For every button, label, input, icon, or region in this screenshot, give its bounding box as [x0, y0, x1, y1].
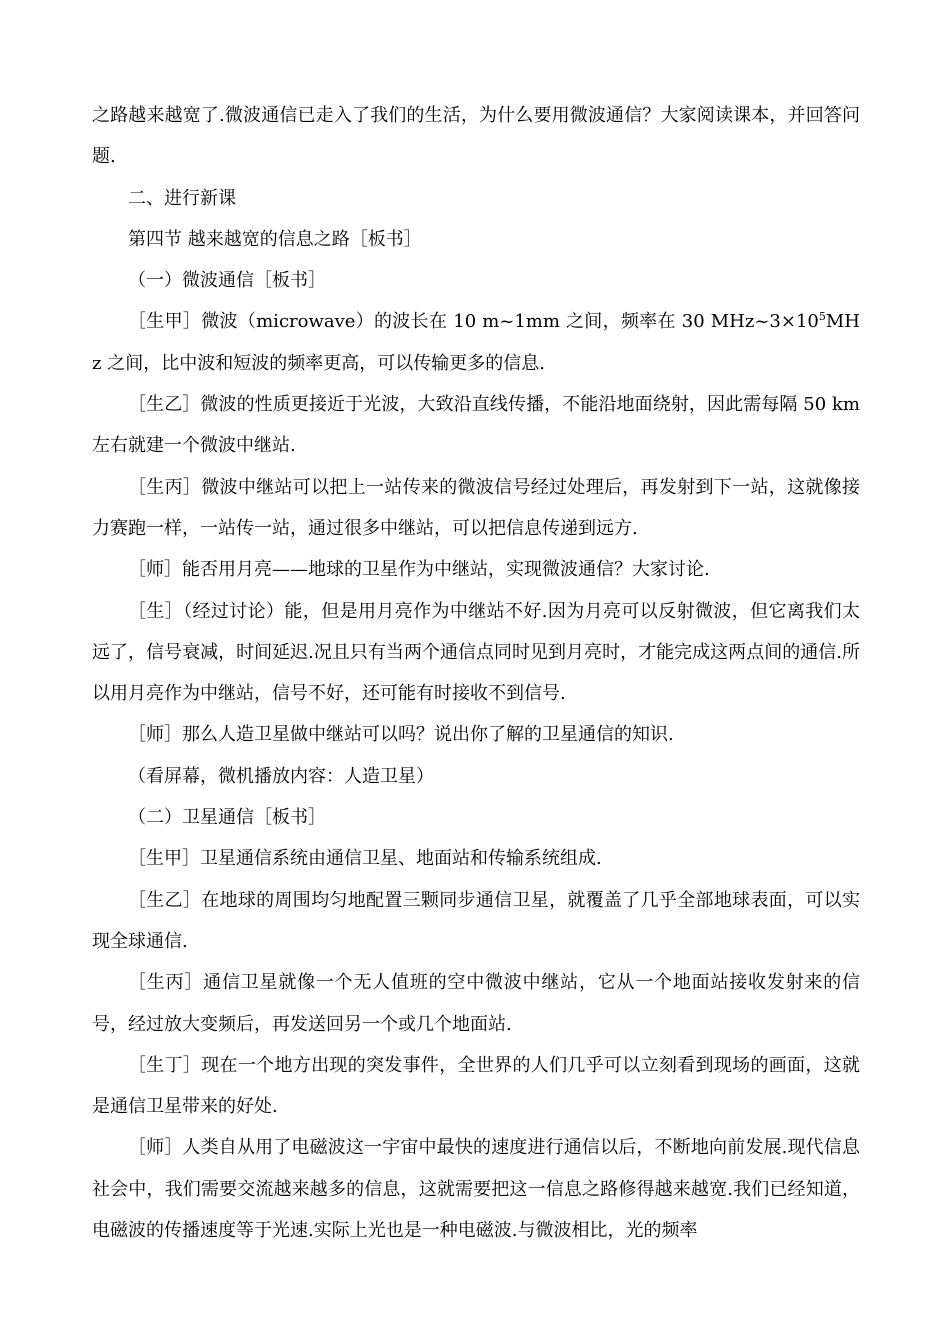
paragraph-teacher-satellite: ［师］那么人造卫星做中继站可以吗？说出你了解的卫星通信的知识.: [128, 724, 674, 746]
paragraph-student-d-satellite: ［生丁］现在一个地方出现的突发事件，全世界的人们几乎可以立刻看到现场的画面，这就是通信卫星带来的好处.: [92, 1054, 860, 1118]
subheading-satellite: （二）卫星通信［板书］: [128, 807, 326, 829]
subheading-microwave: （一）微波通信［板书］: [128, 270, 326, 292]
body-text: [92, 95, 860, 1251]
paragraph-student-c-relay: ［生丙］微波中继站可以把上一站传来的微波信号经过处理后，再发射到下一站，这就像接力赛跑一样，一站传一站，通过很多中继站，可以把信息传递到远方.: [92, 476, 860, 539]
paragraph-student-c-satellite: ［生丙］通信卫星就像一个无人值班的空中微波中继站，它从一个地面站接收发射来的信号，经过放大变频后，再发送回另一个或几个地面站.: [92, 972, 860, 1035]
paragraph-teacher-moon: ［师］能否用月亮——地球的卫星作为中继站，实现微波通信？大家讨论.: [128, 559, 710, 581]
paragraph-student-b-satellite: ［生乙］在地球的周围均匀地配置三颗同步通信卫星，就覆盖了几乎全部地球表面，可以实现全球通信.: [92, 889, 860, 952]
lesson-title: 第四节 越来越宽的信息之路［板书］: [128, 228, 422, 250]
section-heading-new-lesson: 二、进行新课: [128, 187, 236, 209]
paragraph-text: ［生甲］微波（microwave）的波长在 10 m~1mm 之间，频率在 30 MHz~3×10: [128, 311, 819, 333]
paragraph-student-a-satellite: ［生甲］卫星通信系统由通信卫星、地面站和传输系统组成.: [128, 848, 602, 870]
paragraph-student-moon: ［生］（经过讨论）能，但是用月亮作为中继站不好.因为月亮可以反射微波，但它离我们太远了，信号衰减，时间延迟.况且只有当两个通信点同时见到月亮时，才能完成这两点间的通信.所以用月亮作为中继站，信号不好，还可能有时接收不到信号.: [92, 600, 860, 705]
superscript-exponent: 5: [818, 310, 826, 324]
paragraph-screen-note: （看屏幕，微机播放内容：人造卫星）: [128, 765, 434, 787]
paragraph-text: MHz 之间，比中波和短波的频率更高，可以传输更多的信息.: [92, 311, 860, 374]
paragraph-student-a-microwave: [92, 301, 860, 384]
paragraph-teacher-light: ［师］人类自从用了电磁波这一宇宙中最快的速度进行通信以后，不断地向前发展.现代信息社会中，我们需要交流越来越多的信息，这就需要把这一信息之路修得越来越宽.我们已经知道，电磁波的传播速度等于光速.实际上光也是一种电磁波.与微波相比，光的频率: [92, 1137, 860, 1242]
paragraph-continuation: 之路越来越宽了.微波通信已走入了我们的生活，为什么要用微波通信？大家阅读课本，并回答问题.: [92, 105, 860, 168]
paragraph-student-b-microwave: ［生乙］微波的性质更接近于光波，大致沿直线传播，不能沿地面绕射，因此需每隔 50 km 左右就建一个微波中继站.: [92, 394, 860, 457]
